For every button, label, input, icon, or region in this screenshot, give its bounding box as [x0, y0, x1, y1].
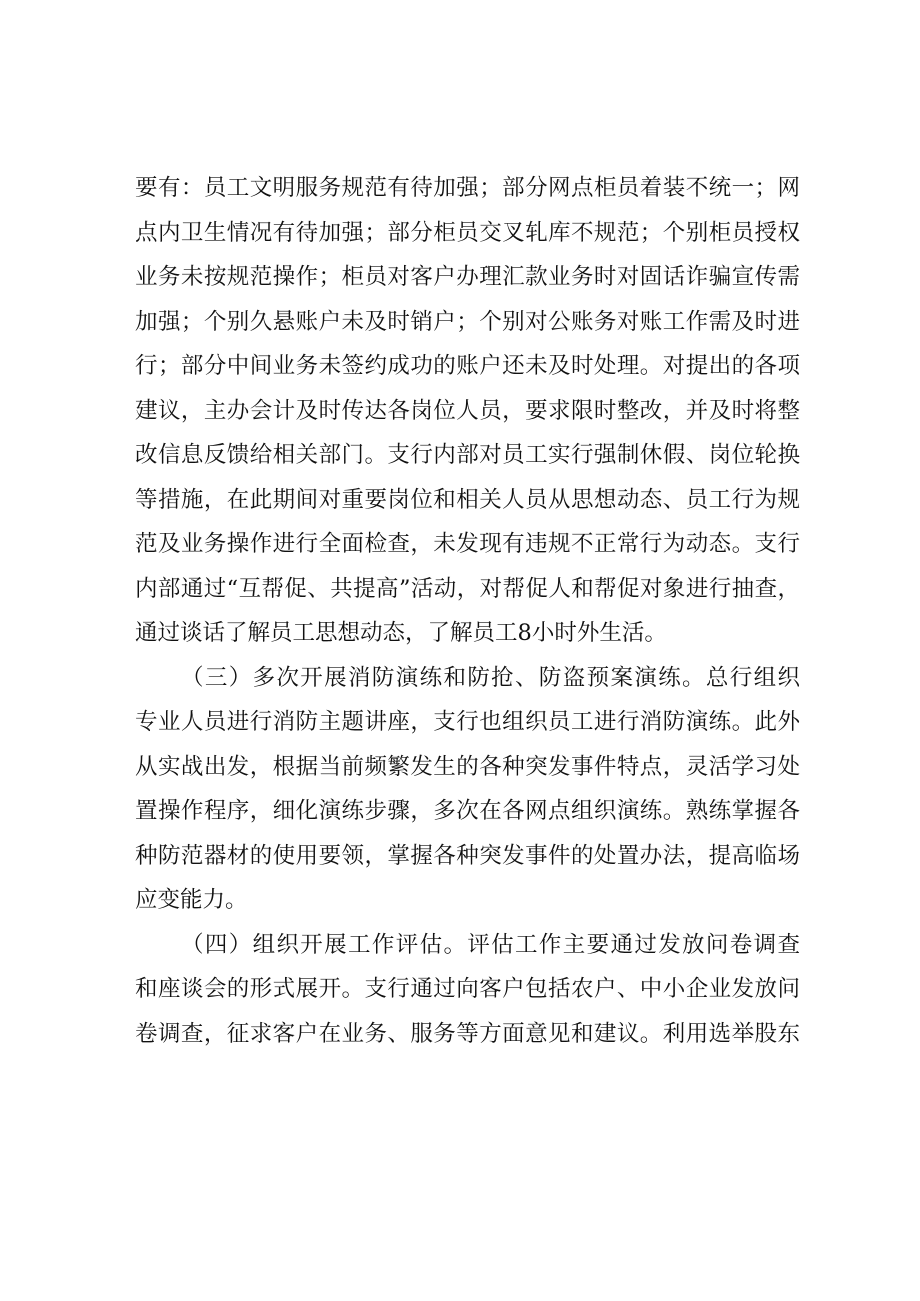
- text-line: 行；部分中间业务未签约成功的账户还未及时处理。对提出的各项: [135, 353, 800, 379]
- text-line: 卷调查，征求客户在业务、服务等方面意见和建议。利用选举股东: [135, 1020, 800, 1047]
- text-line: 内部通过“互帮促、共提高”活动，对帮促人和帮促对象进行抽查，: [135, 575, 800, 602]
- text-line: 业务未按规范操作；柜员对客户办理汇款业务时对固话诈骗宣传需: [135, 264, 800, 290]
- text-line: 改信息反馈给相关部门。支行内部对员工实行强制休假、岗位轮换: [135, 442, 800, 468]
- text-line: 等措施，在此期间对重要岗位和相关人员从思想动态、员工行为规: [135, 486, 800, 513]
- document-body: [135, 166, 800, 1056]
- text-line: 从实战出发，根据当前频繁发生的各种突发事件特点，灵活学习处: [135, 753, 800, 780]
- text-line: 专业人员进行消防主题讲座，支行也组织员工进行消防演练。此外: [135, 709, 800, 735]
- text-line: 点内卫生情况有待加强；部分柜员交叉轧库不规范；个别柜员授权: [135, 219, 800, 246]
- text-line: 应变能力。: [135, 887, 248, 913]
- text-line: 和座谈会的形式展开。支行通过向客户包括农户、中小企业发放问: [135, 976, 800, 1002]
- text-line: 通过谈话了解员工思想动态，了解员工8小时外生活。: [135, 620, 667, 646]
- paragraph-2: [135, 656, 800, 923]
- paragraph-3: [135, 923, 800, 1056]
- text-line: 加强；个别久悬账户未及时销户；个别对公账务对账工作需及时进: [135, 308, 800, 335]
- text-line: 要有：员工文明服务规范有待加强；部分网点柜员着装不统一；网: [135, 175, 800, 201]
- text-line: 种防范器材的使用要领，掌握各种突发事件的处置办法，提高临场: [135, 842, 800, 869]
- text-line: 置操作程序，细化演练步骤，多次在各网点组织演练。熟练掌握各: [135, 798, 800, 824]
- section-heading-line: （三）多次开展消防演练和防抢、防盗预案演练。总行组织: [181, 664, 800, 691]
- text-line: 建议，主办会计及时传达各岗位人员，要求限时整改，并及时将整: [135, 397, 800, 424]
- paragraph-1: [135, 166, 800, 655]
- text-line: 范及业务操作进行全面检查，未发现有违规不正常行为动态。支行: [135, 531, 800, 557]
- section-heading-line: （四）组织开展工作评估。评估工作主要通过发放问卷调查: [181, 931, 800, 958]
